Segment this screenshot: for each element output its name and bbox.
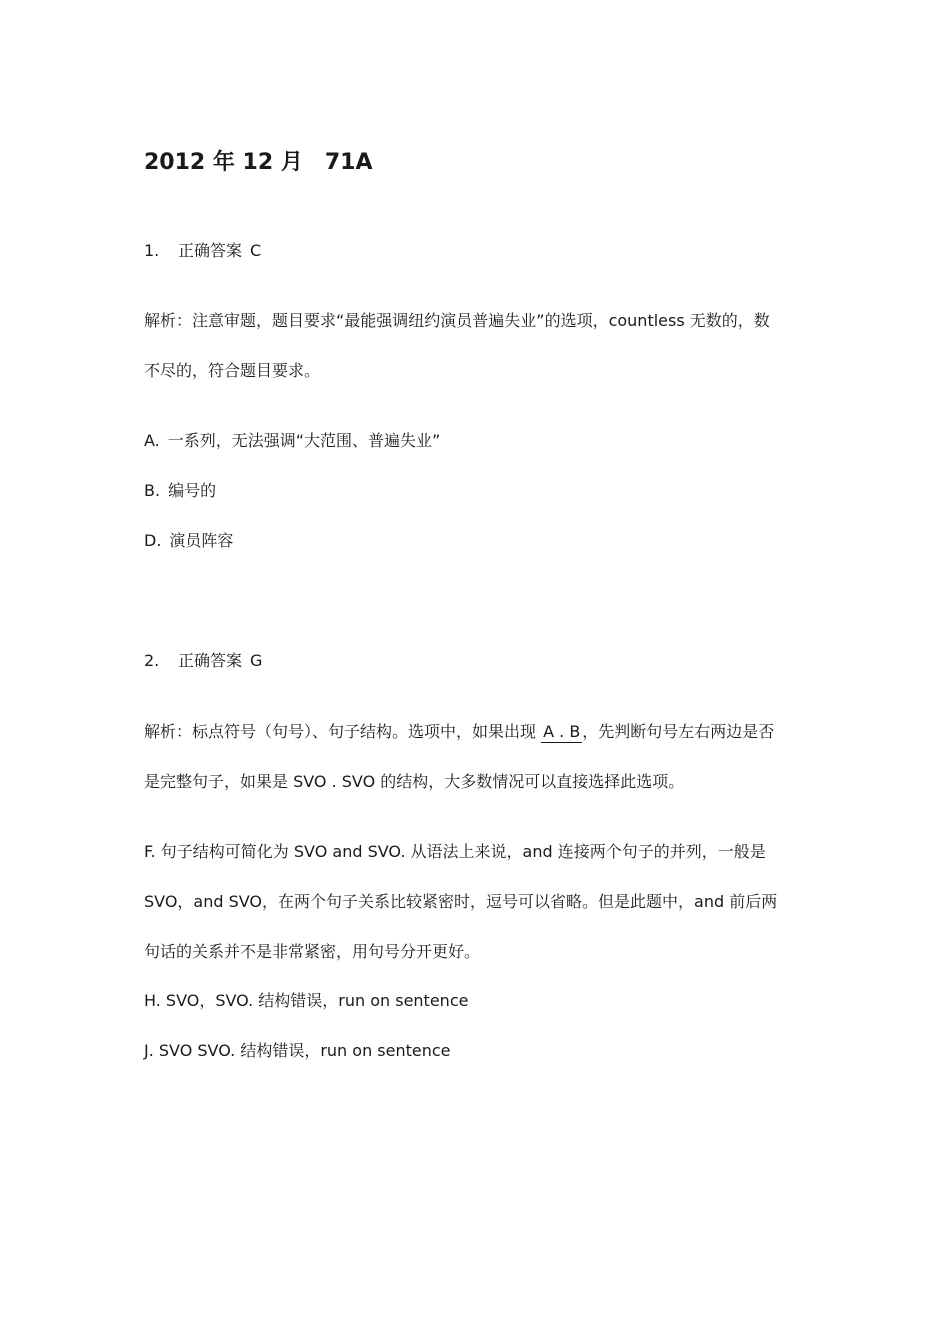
q1-answer-line <box>144 241 261 261</box>
q1-option-d-letter: D. <box>144 531 162 550</box>
q2-option-f-line3: 句话的关系并不是非常紧密，用句号分开更好。 <box>144 942 481 961</box>
document-title <box>144 149 372 177</box>
q1-option-a-letter: A. <box>144 431 160 450</box>
title-code: 71A <box>324 150 373 175</box>
q1-option-b-letter: B. <box>144 481 161 500</box>
q2-answer-line <box>144 651 262 671</box>
document-page <box>144 0 812 1344</box>
title-year-month: 2012 年 12 月 <box>144 150 303 175</box>
q1-answer: C <box>250 241 262 260</box>
q1-answer-label: 正确答案 <box>178 241 243 260</box>
q2-answer-label: 正确答案 <box>178 651 243 670</box>
q2-analysis-line1 <box>144 722 774 742</box>
q1-option-d <box>144 531 233 551</box>
q2-option-f-line2: SVO，and SVO，在两个句子关系比较紧密时，逗号可以省略。但是此题中，and 前后两 <box>144 892 778 911</box>
q1-analysis-line2: 不尽的，符合题目要求。 <box>144 361 321 380</box>
q1-option-b <box>144 481 216 501</box>
q2-analysis-before: 解析：标点符号（句号）、句子结构。选项中，如果出现 <box>144 722 537 741</box>
q2-analysis-marked: A . B <box>543 722 581 741</box>
q1-option-a <box>144 431 440 451</box>
q1-option-b-text: 编号的 <box>168 481 217 500</box>
q1-number: 1. <box>144 241 160 260</box>
q2-option-j: J. SVO SVO. 结构错误，run on sentence <box>144 1041 451 1060</box>
q2-option-h: H. SVO，SVO. 结构错误，run on sentence <box>144 991 469 1010</box>
q1-option-a-text: 一系列，无法强调“大范围、普遍失业” <box>167 431 441 450</box>
q2-analysis-line2: 是完整句子，如果是 SVO . SVO 的结构，大多数情况可以直接选择此选项。 <box>144 772 685 791</box>
q1-analysis-line1: 解析：注意审题，题目要求“最能强调纽约演员普遍失业”的选项，countless 无数的，数 <box>144 311 770 330</box>
q2-option-f-line1: F. 句子结构可简化为 SVO and SVO. 从语法上来说，and 连接两个句子的并列，一般是 <box>144 842 766 861</box>
q2-number: 2. <box>144 651 160 670</box>
q2-analysis-after: ，先判断句号左右两边是否 <box>582 722 775 741</box>
q1-option-d-text: 演员阵容 <box>169 531 234 550</box>
q2-answer: G <box>250 651 263 670</box>
